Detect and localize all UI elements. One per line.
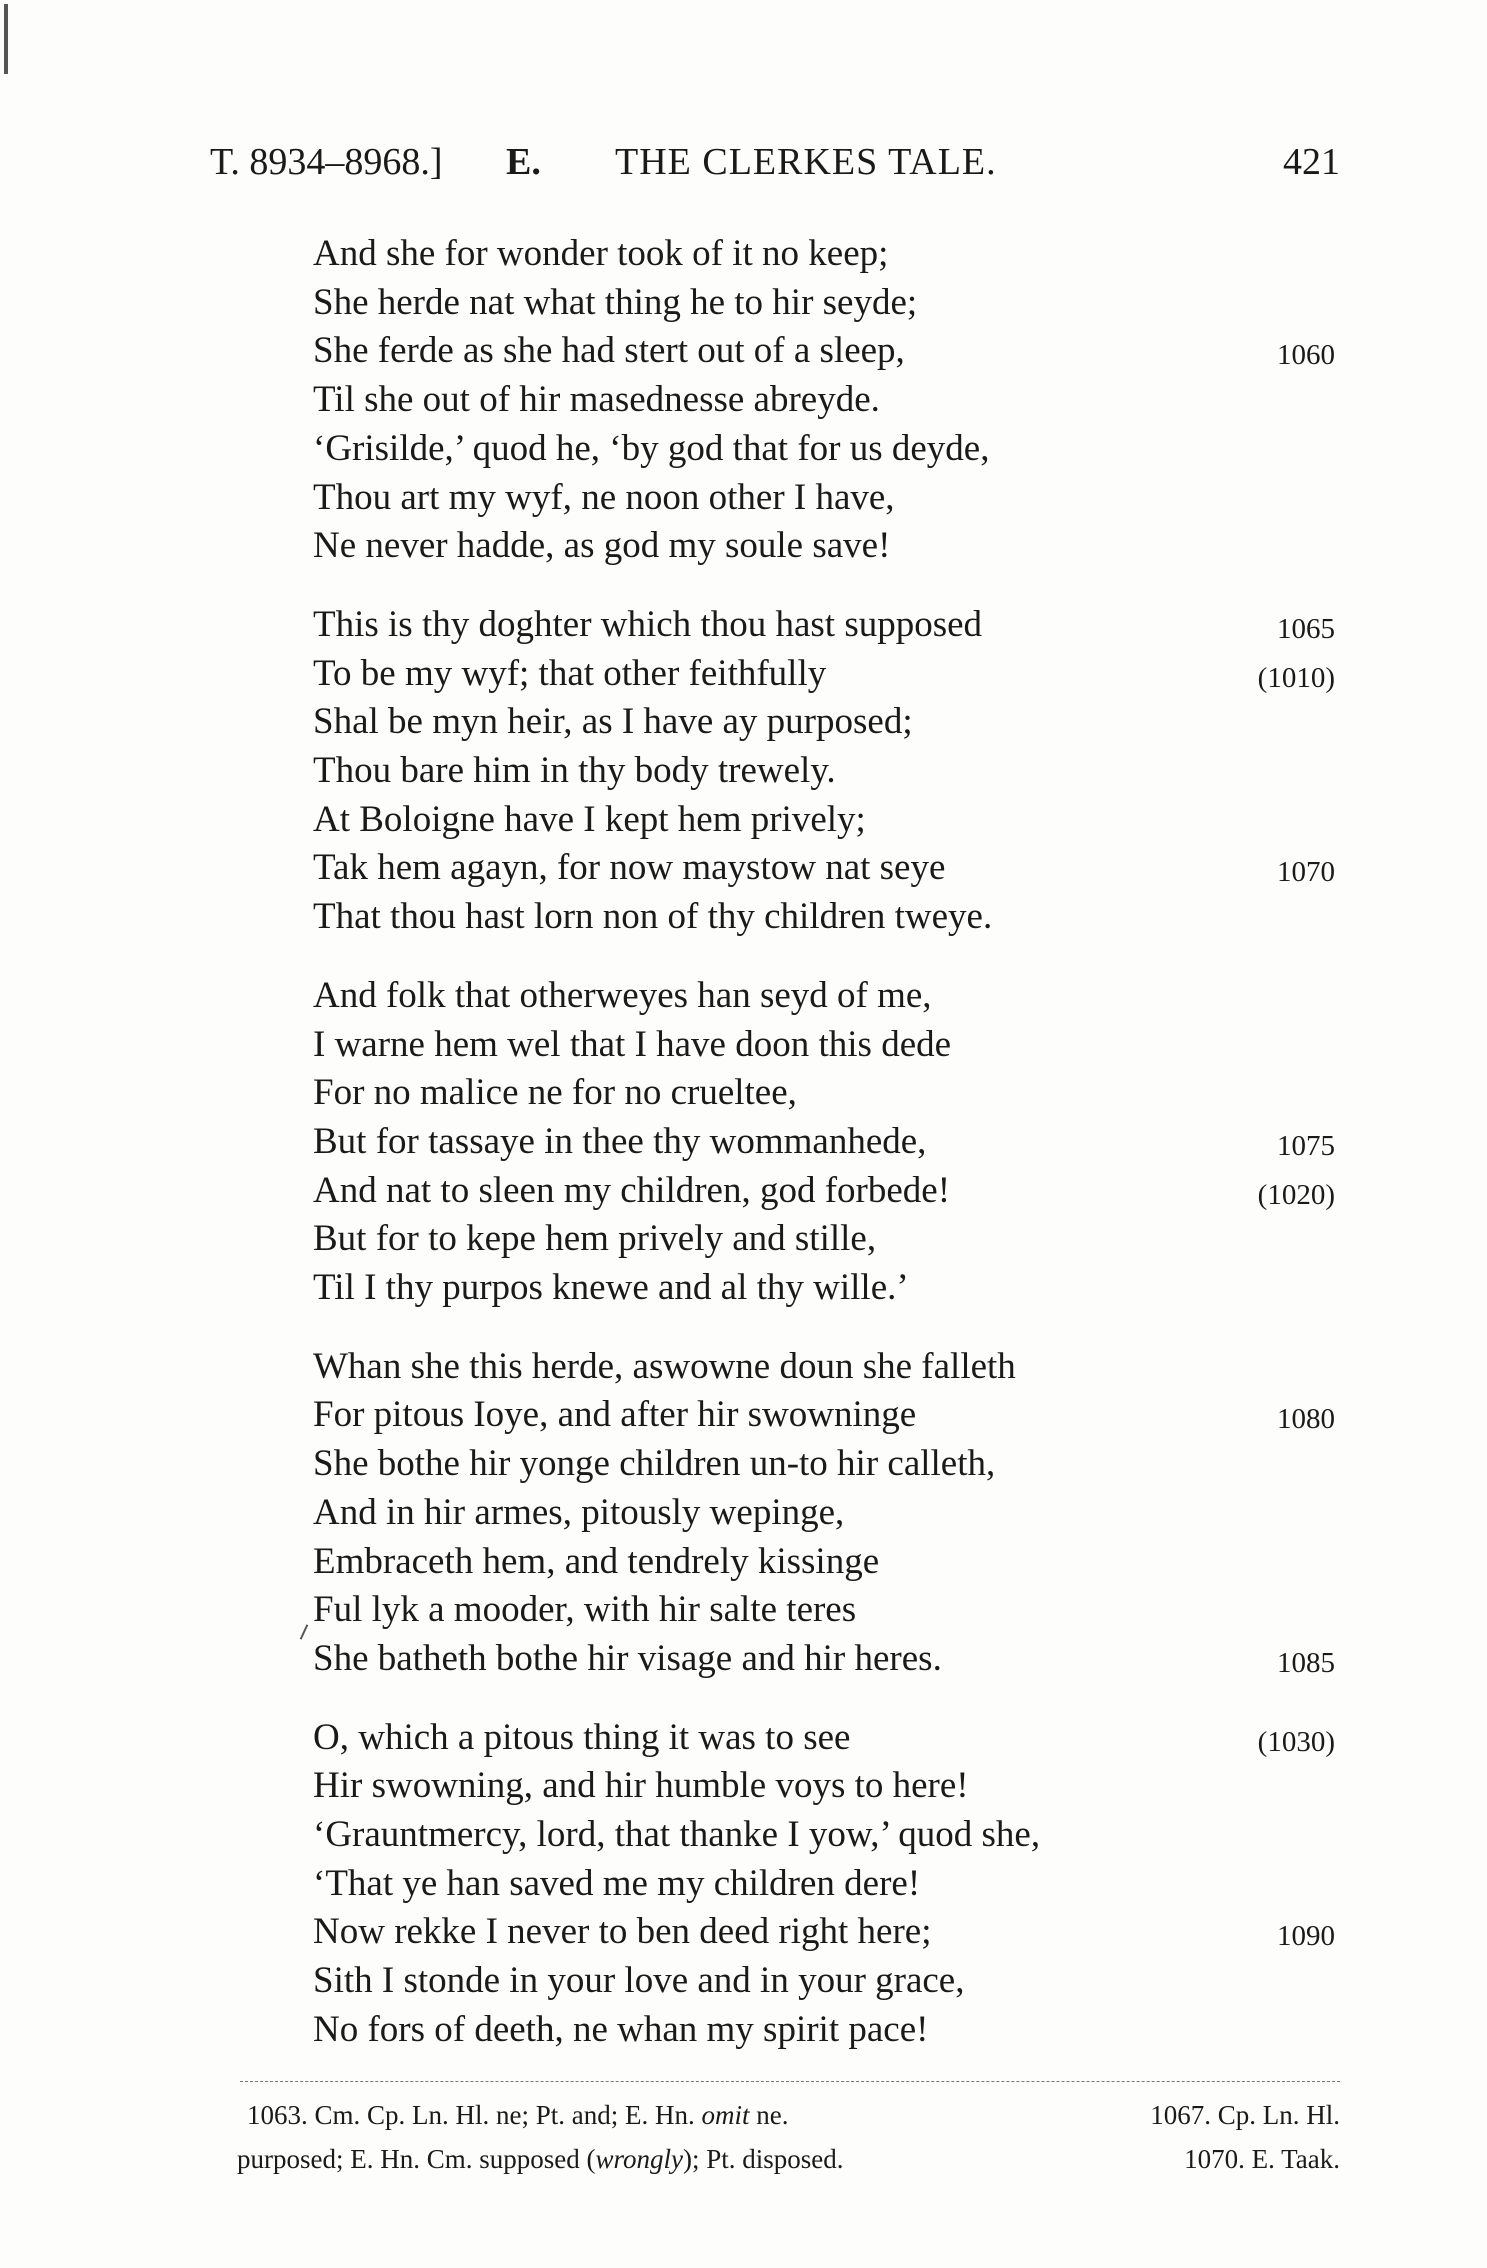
verse-line: And she for wonder took of it no keep; [313,233,889,274]
verse-line: I warne hem wel that I have doon this dede [313,1023,952,1065]
line-number: 1070 [1277,856,1335,889]
footnote-1070: 1070. E. Taak. [1184,2144,1340,2174]
verse-line: But for to kepe hem prively and stille, [313,1218,877,1260]
footnote-rule [240,2081,1340,2082]
verse-line: And in hir armes, pitously wepinge, [313,1491,845,1533]
verse-line: For pitous Ioye, and after hir swowninge [313,1394,917,1436]
verse-line: She ferde as she had stert out of a sleep, [313,330,905,372]
line-number: 1065 [1277,612,1335,645]
line-number: 1090 [1277,1920,1335,1953]
footnote-text: ne. [756,2100,789,2130]
verse-line: Thou bare him in thy body trewely. [313,750,836,791]
verse-line: Hir swowning, and hir humble voys to here! [313,1765,969,1807]
verse-line: No fors of deeth, ne whan my spirit pace! [313,2008,929,2050]
footnote-text: Cm. Cp. Ln. Hl. ne; Pt. and; E. Hn. [314,2100,695,2130]
verse-line: For no malice ne for no crueltee, [313,1072,797,1114]
line-range: T. 8934–8968.] [210,141,443,183]
verse-line: Embraceth hem, and tendrely kissinge [313,1540,880,1582]
page-title: THE CLERKES TALE. [615,141,997,183]
verse-line: Sith I stonde in your love and in your grace, [313,1960,965,2002]
footnote-1067-continued [237,2144,844,2175]
verse-line: To be my wyf; that other feithfully [313,652,827,694]
footnote-label: 1063. [247,2100,308,2130]
line-number: 1060 [1277,339,1335,372]
page-number: 421 [1283,141,1340,183]
line-number: 1075 [1277,1129,1335,1162]
line-number: (1030) [1257,1725,1335,1758]
verse-line: Ne never hadde, as god my soule save! [313,525,891,567]
footnote-text: purposed; E. Hn. Cm. supposed ( [237,2144,596,2174]
verse-line: Thou art my wyf, ne noon other I have, [313,476,895,518]
verse-line: But for tassaye in thee thy wommanhede, [313,1120,927,1162]
running-header [210,140,1340,200]
verse-line: Shal be myn heir, as I have ay purposed; [313,701,913,743]
verse-line: ‘Grisilde,’ quod he, ‘by god that for us deyde, [313,427,990,469]
line-number: (1020) [1257,1178,1335,1211]
verse-line: She batheth bothe hir visage and hir heres. [313,1637,942,1679]
footnote-italic: wrongly [595,2144,683,2174]
line-number: (1010) [1257,661,1335,694]
verse-line: Til I thy purpos knewe and al thy wille.’ [313,1267,909,1308]
fragment-letter: E. [506,141,541,183]
footnote-text: ); Pt. disposed. [682,2144,844,2174]
verse-line: Til she out of hir masednesse abreyde. [313,379,880,421]
stray-mark [300,1624,309,1639]
line-number: 1080 [1277,1403,1335,1436]
verse-line: That thou hast lorn non of thy children tweye. [313,896,993,938]
verse-line: ‘That ye han saved me my children dere! [313,1862,921,1904]
line-number: 1085 [1277,1646,1335,1679]
verse-line: ‘Grauntmercy, lord, that thanke I yow,’ quod she, [313,1814,1041,1855]
verse-line: This is thy doghter which thou hast supposed [313,603,983,645]
verse-line: At Boloigne have I kept hem prively; [313,798,866,840]
footnote-1067-start: 1067. Cp. Ln. Hl. [1150,2100,1340,2130]
verse-line: Now rekke I never to ben deed right here; [313,1911,932,1953]
footnote-1063 [247,2100,789,2131]
verse-line: She herde nat what thing he to hir seyde; [313,281,918,323]
edge-mark [4,4,8,74]
verse-line: Tak hem agayn, for now maystow nat seye [313,847,946,889]
verse-line: She bothe hir yonge children un-to hir calleth, [313,1443,996,1485]
verse-line: Ful lyk a mooder, with hir salte teres [313,1589,857,1631]
verse-line: And folk that otherweyes han seyd of me, [313,974,932,1016]
verse-line: Whan she this herde, aswowne doun she falleth [313,1345,1016,1387]
footnote-italic: omit [701,2100,750,2130]
verse-line: O, which a pitous thing it was to see [313,1716,851,1758]
verse-line: And nat to sleen my children, god forbede! [313,1169,951,1211]
